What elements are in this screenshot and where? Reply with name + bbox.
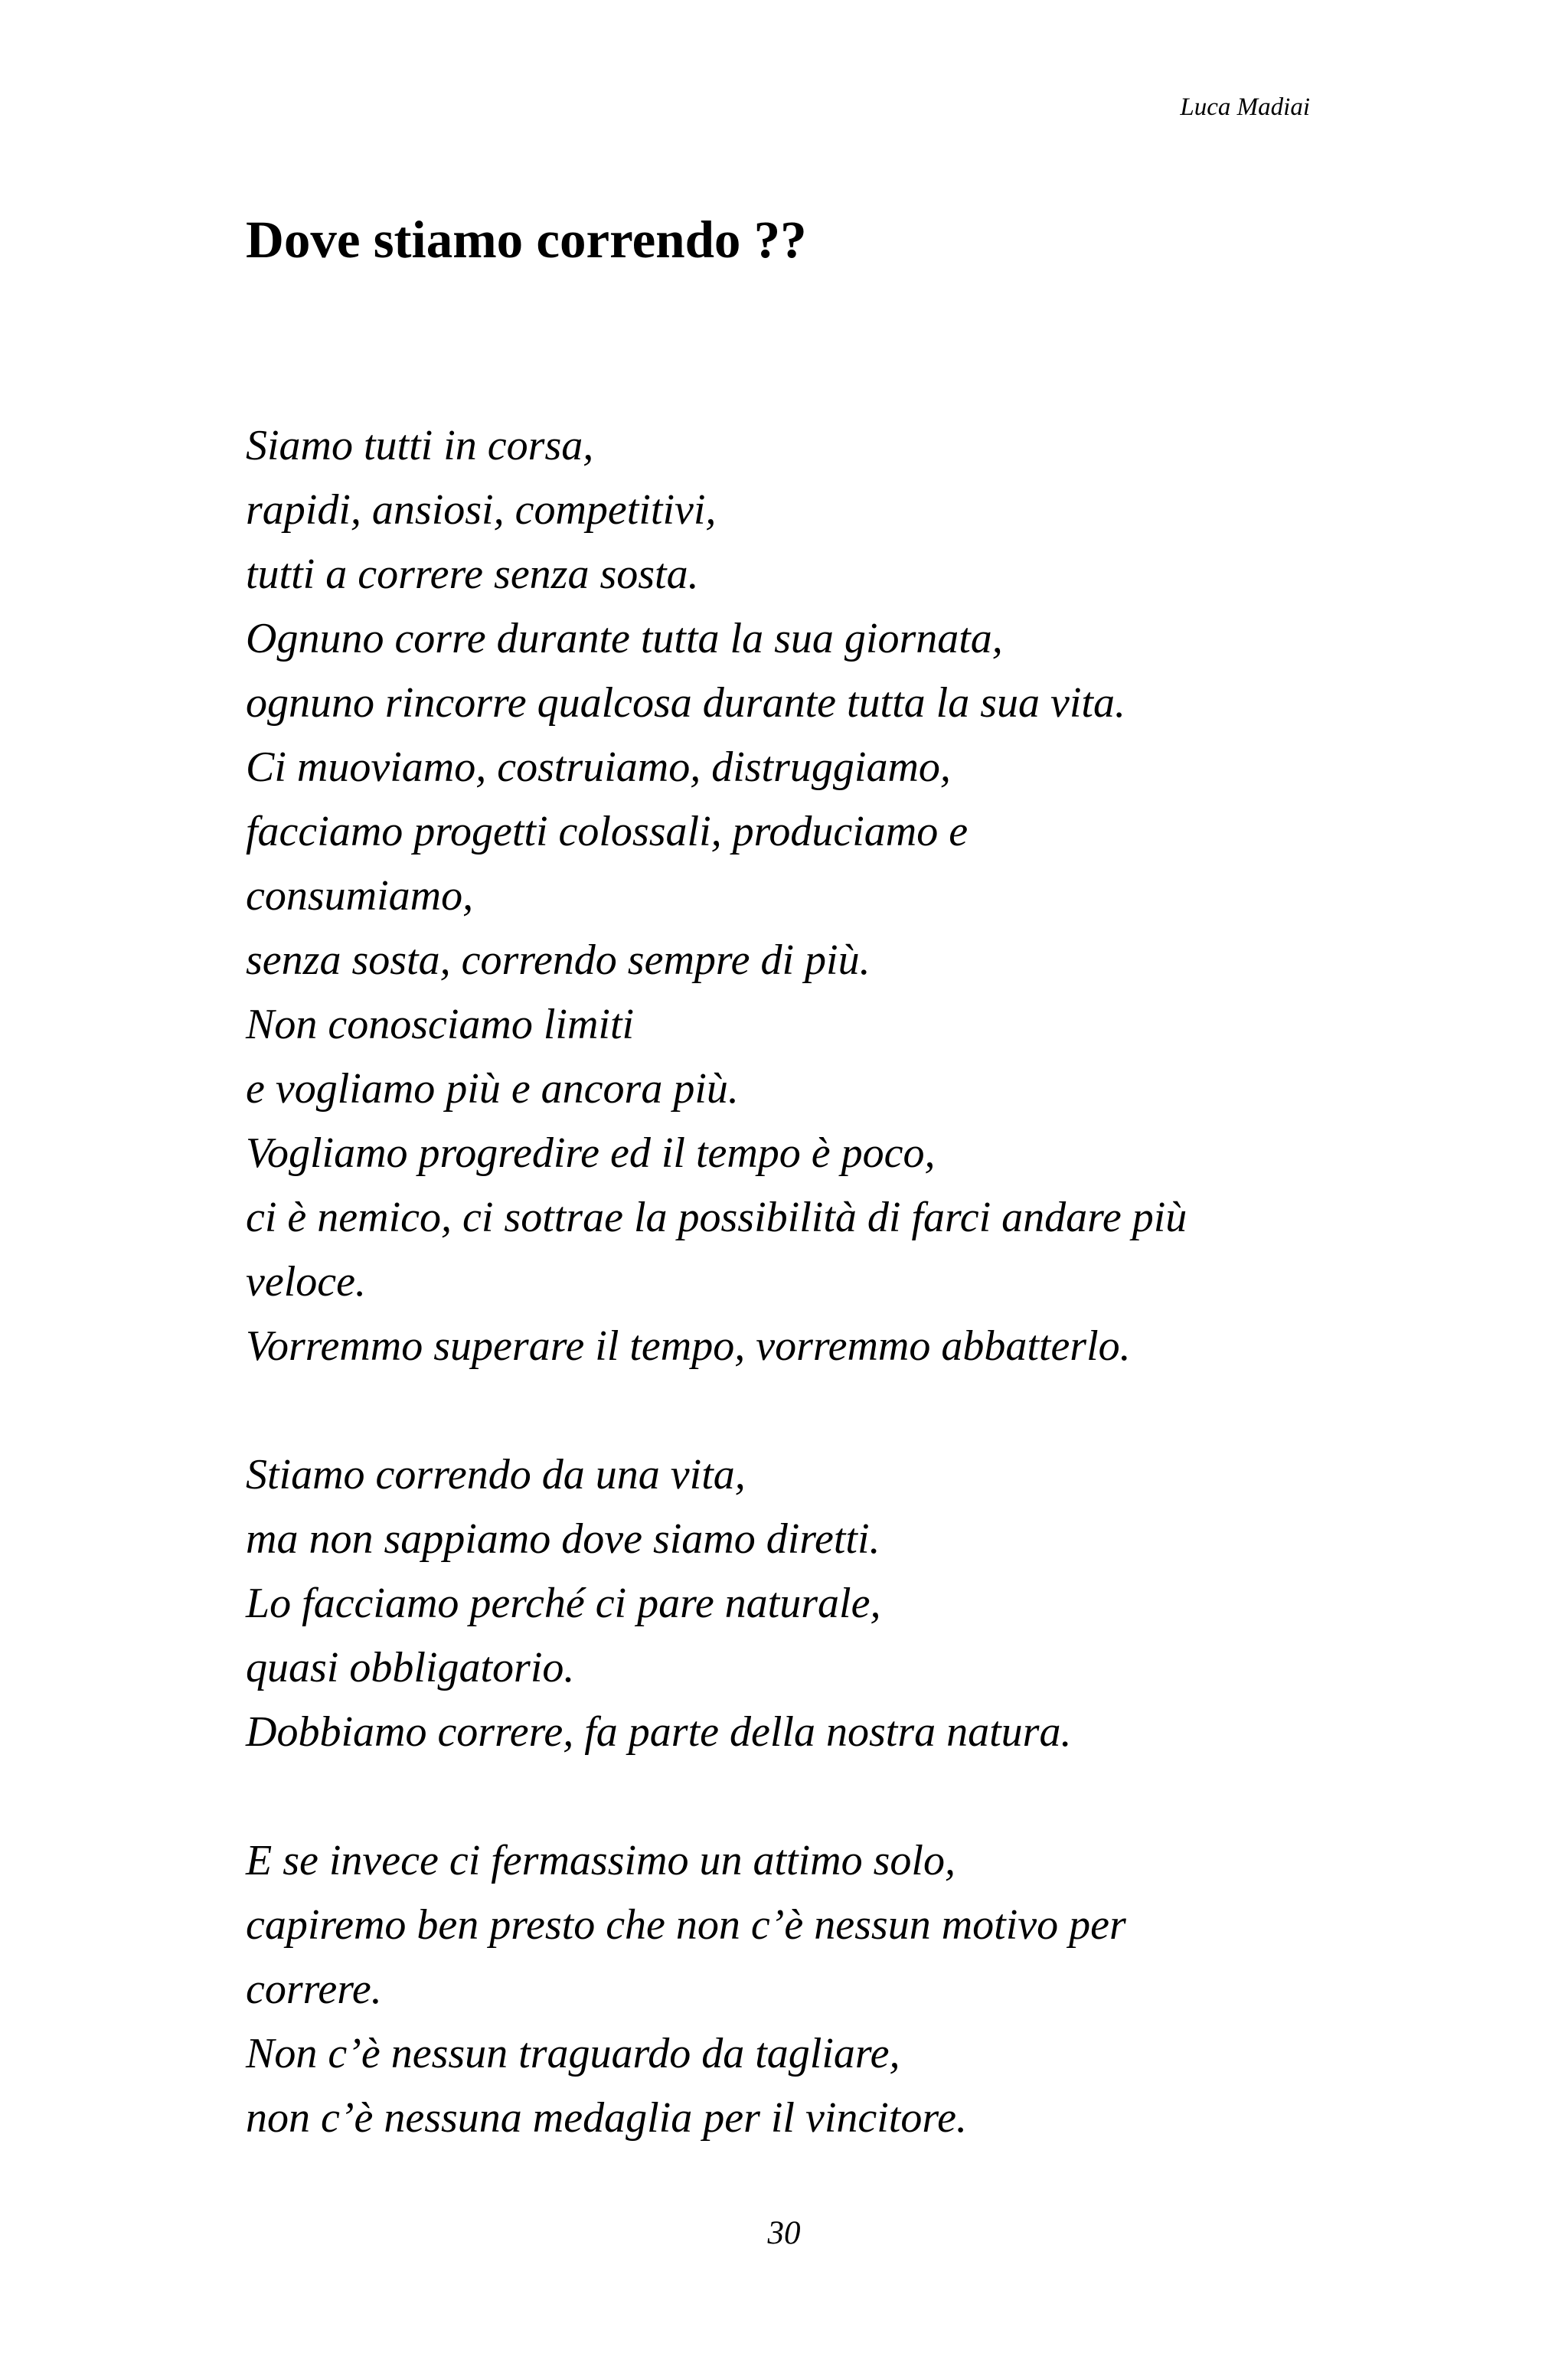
stanza-1 <box>246 413 1318 1378</box>
poem-line: Ci muoviamo, costruiamo, distruggiamo, <box>246 743 951 791</box>
poem-line: Siamo tutti in corsa, <box>246 422 594 469</box>
poem-line: E se invece ci fermassimo un attimo solo, <box>246 1837 956 1884</box>
stanza-2 <box>246 1443 1318 1764</box>
poem-line: ognuno rincorre qualcosa durante tutta la sua vita. <box>246 679 1125 727</box>
poem-line: senza sosta, correndo sempre di più. <box>246 936 871 984</box>
poem-line: Non c’è nessun traguardo da tagliare, <box>246 2030 900 2077</box>
poem-line: correre. <box>246 1966 382 2013</box>
poem-line: Stiamo correndo da una vita, <box>246 1451 746 1498</box>
poem-line: Ognuno corre durante tutta la sua giornata, <box>246 615 1003 662</box>
poem-line: ma non sappiamo dove siamo diretti. <box>246 1515 880 1563</box>
poem-line: veloce. <box>246 1258 366 1306</box>
poem-line: facciamo progetti colossali, produciamo e <box>246 808 969 855</box>
poem-line: tutti a correre senza sosta. <box>246 551 699 598</box>
poem-line: Non conosciamo limiti <box>246 1001 635 1048</box>
poem-line: ci è nemico, ci sottrae la possibilità di farci andare più <box>246 1194 1187 1241</box>
poem-line: quasi obbligatorio. <box>246 1644 575 1691</box>
poem-title: Dove stiamo correndo ?? <box>246 211 807 269</box>
poem-line: consumiamo, <box>246 872 474 920</box>
poem-body <box>246 413 1318 2214</box>
poem-line: Dobbiamo correre, fa parte della nostra natura. <box>246 1708 1072 1756</box>
page-number: 30 <box>767 2215 801 2251</box>
poem-line: e vogliamo più e ancora più. <box>246 1065 739 1113</box>
poem-line: Vorremmo superare il tempo, vorremmo abbatterlo. <box>246 1322 1131 1370</box>
poem-line: Lo facciamo perché ci pare naturale, <box>246 1580 881 1627</box>
stanza-3 <box>246 1828 1318 2150</box>
poem-line: capiremo ben presto che non c’è nessun motivo per <box>246 1901 1126 1949</box>
poem-line: non c’è nessuna medaglia per il vincitore. <box>246 2094 967 2142</box>
running-header-author: Luca Madiai <box>1180 93 1310 121</box>
poem-line: rapidi, ansiosi, competitivi, <box>246 486 717 534</box>
poem-line: Vogliamo progredire ed il tempo è poco, <box>246 1129 936 1177</box>
